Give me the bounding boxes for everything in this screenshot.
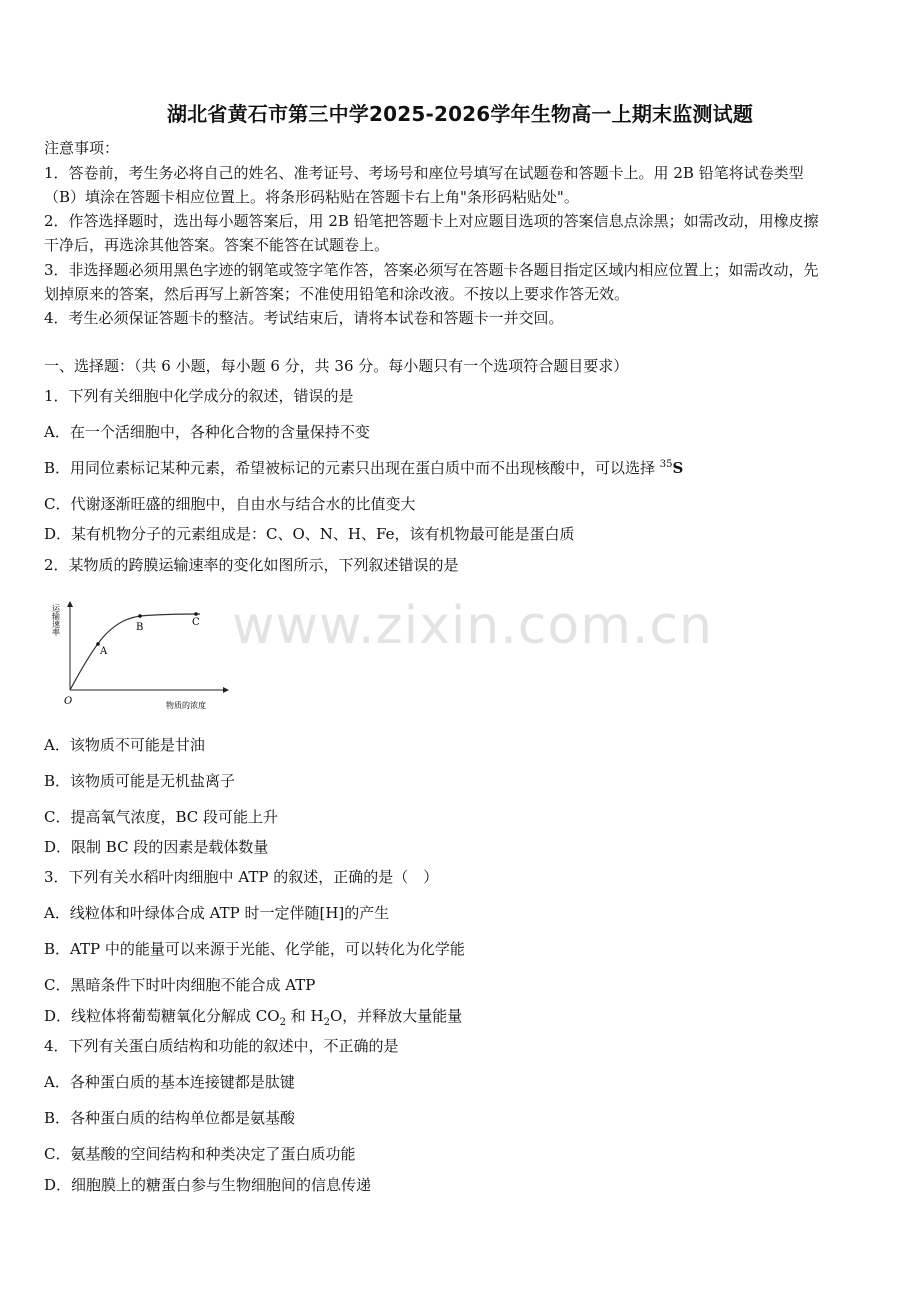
notice-line-6: 划掉原来的答案，然后再写上新答案；不准使用铅笔和涂改液。不按以上要求作答无效。: [44, 285, 630, 303]
q1-stem: 1．下列有关细胞中化学成分的叙述，错误的是: [44, 387, 354, 405]
q3-option-d-sub-co2: 2: [279, 1017, 286, 1028]
q1-option-b-superscript: 35: [659, 459, 673, 470]
q2-option-d: D．限制 BC 段的因素是载体数量: [44, 838, 269, 856]
q2-option-a: A．该物质不可能是甘油: [44, 736, 205, 754]
section-heading: 一、选择题：（共 6 小题，每小题 6 分，共 36 分。每小题只有一个选项符合题目要求）: [44, 357, 629, 375]
x-axis-label: 物质的浓度: [166, 701, 206, 710]
point-b-marker: [138, 614, 142, 618]
q4-option-a: A．各种蛋白质的基本连接键都是肽键: [44, 1073, 295, 1091]
q1-option-a: A．在一个活细胞中，各种化合物的含量保持不变: [44, 423, 370, 441]
point-a-label: A: [100, 646, 108, 657]
point-c-marker: [194, 612, 198, 616]
point-b-label: B: [136, 622, 144, 633]
q4-option-c: C．氨基酸的空间结构和种类决定了蛋白质功能: [44, 1145, 356, 1163]
q1-option-b-text: B．用同位素标记某种元素，希望被标记的元素只出现在蛋白质中而不出现核酸中，可以选择: [44, 459, 660, 477]
q3-option-b: B．ATP 中的能量可以来源于光能、化学能，可以转化为化学能: [44, 940, 465, 958]
q4-stem: 4．下列有关蛋白质结构和功能的叙述中，不正确的是: [44, 1037, 399, 1055]
notice-line-1: 1．答卷前，考生务必将自己的姓名、准考证号、考场号和座位号填写在试题卷和答题卡上。用 2B 铅笔将试卷类型: [44, 164, 804, 182]
point-c-label: C: [192, 617, 200, 628]
y-axis-label: 运输速率: [51, 604, 61, 636]
q1-option-c: C．代谢逐渐旺盛的细胞中，自由水与结合水的比值变大: [44, 495, 416, 513]
origin-label: O: [64, 696, 73, 707]
q1-option-b: [44, 458, 683, 478]
notice-line-4: 干净后，再选涂其他答案。答案不能答在试题卷上。: [44, 236, 390, 254]
q3-stem: 3．下列有关水稻叶肉细胞中 ATP 的叙述，正确的是（ ）: [44, 868, 439, 886]
q1-option-d: D．某有机物分子的元素组成是：C、O、N、H、Fe，该有机物最可能是蛋白质: [44, 525, 575, 543]
notice-line-7: 4．考生必须保证答题卡的整洁。考试结束后，请将本试卷和答题卡一并交回。: [44, 309, 564, 327]
q3-option-d: [44, 1006, 462, 1026]
page-title: 湖北省黄石市第三中学2025-2026学年生物高一上期末监测试题: [166, 102, 754, 126]
q4-option-b: B．各种蛋白质的结构单位都是氨基酸: [44, 1109, 296, 1127]
q1-option-b-element: S: [672, 459, 684, 477]
q4-option-d: D．细胞膜上的糖蛋白参与生物细胞间的信息传递: [44, 1176, 372, 1194]
q3-option-d-text-end: O，并释放大量能量: [329, 1007, 463, 1025]
notice-line-3: 2．作答选择题时，选出每小题答案后，用 2B 铅笔把答题卡上对应题目选项的答案信息点涂黑；如需改动，用橡皮擦: [44, 212, 819, 230]
q2-option-c: C．提高氧气浓度，BC 段可能上升: [44, 808, 279, 826]
q3-option-d-sub-h2o: 2: [323, 1017, 330, 1028]
watermark: www.zixin.com.cn: [232, 596, 713, 656]
notice-line-5: 3．非选择题必须用黑色字迹的钢笔或签字笔作答，答案必须写在答题卡各题目指定区域内相应位置上；如需改动，先: [44, 261, 819, 279]
q3-option-d-text-mid: 和 H: [285, 1007, 324, 1025]
q3-option-c: C．黑暗条件下时叶肉细胞不能合成 ATP: [44, 976, 316, 994]
q2-stem: 2．某物质的跨膜运输速率的变化如图所示，下列叙述错误的是: [44, 556, 459, 574]
q3-option-a: A．线粒体和叶绿体合成 ATP 时一定伴随[H]的产生: [44, 904, 390, 922]
q3-option-d-text: D．线粒体将葡萄糖氧化分解成 CO: [44, 1007, 280, 1025]
transport-rate-graph: [44, 592, 244, 716]
q2-option-b: B．该物质可能是无机盐离子: [44, 772, 236, 790]
notice-line-2: （B）填涂在答题卡相应位置上。将条形码粘贴在答题卡右上角"条形码粘贴处"。: [44, 188, 579, 206]
rate-curve: [70, 614, 200, 690]
notice-heading: 注意事项：: [44, 139, 120, 157]
